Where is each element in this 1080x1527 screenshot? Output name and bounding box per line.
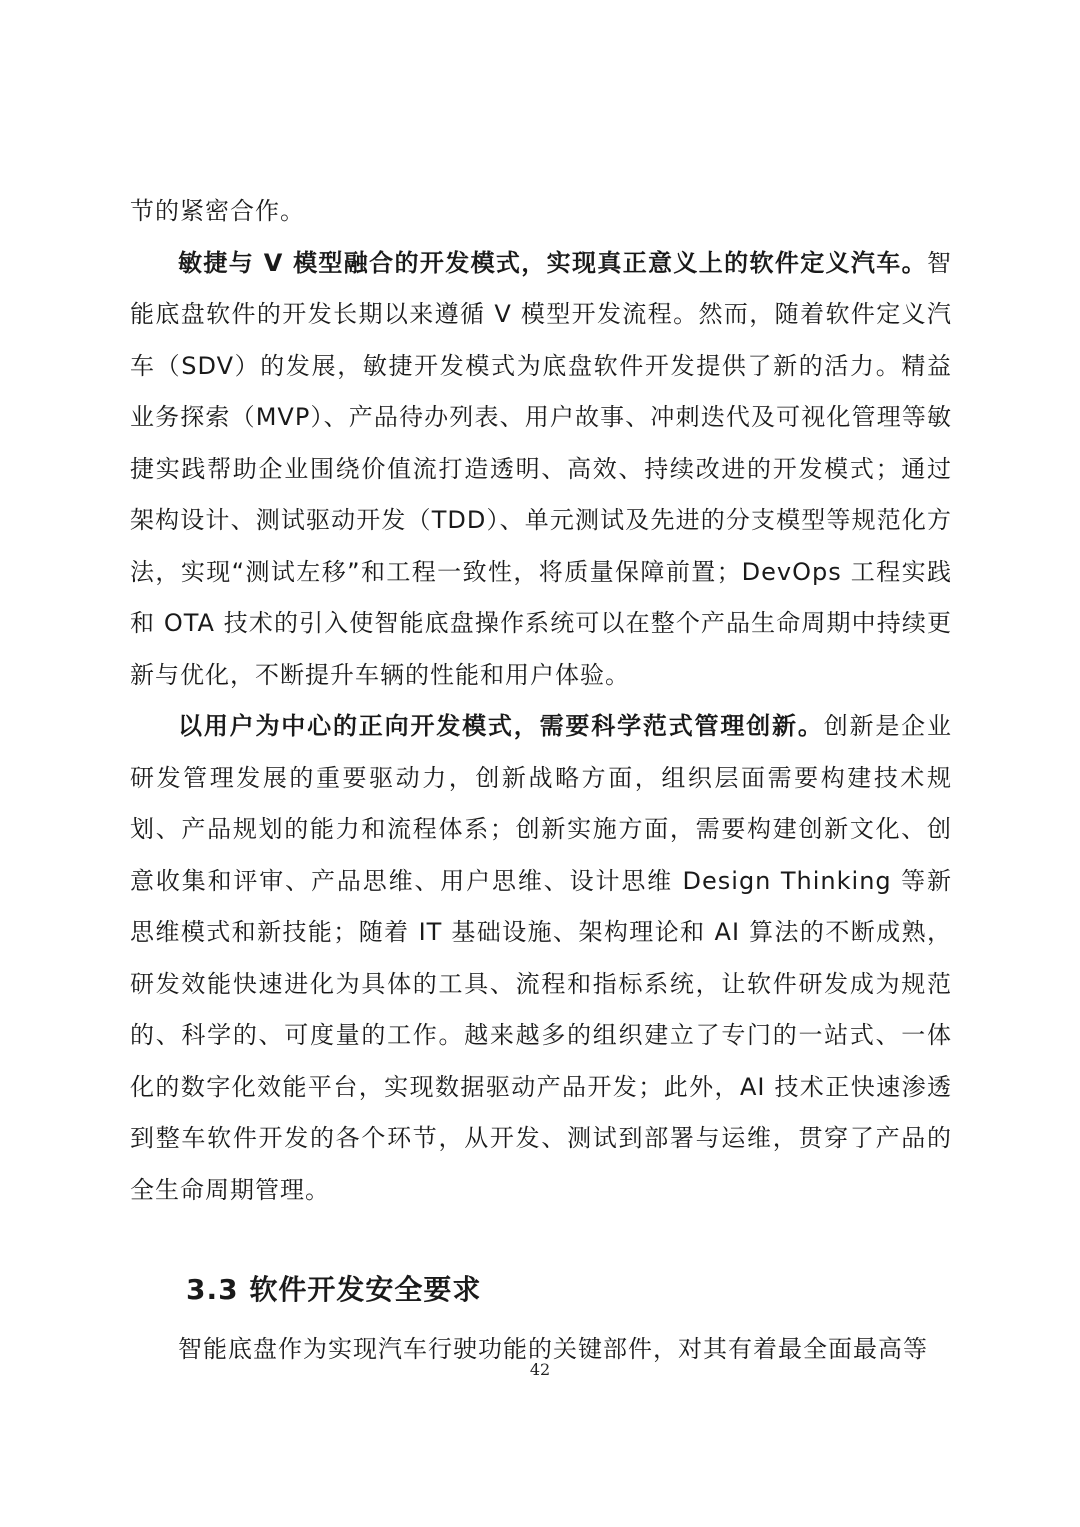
page-body (130, 186, 952, 1376)
page-number: 42 (529, 1360, 551, 1379)
continuation-paragraph (130, 186, 952, 238)
agile-v-model-paragraph (130, 238, 952, 702)
paragraph-lead-bold: 以用户为中心的正向开发模式，需要科学范式管理创新。 (178, 712, 824, 740)
paragraph-lead-bold: 敏捷与 V 模型融合的开发模式，实现真正意义上的软件定义汽车。 (178, 248, 927, 277)
paragraph-text: 创新是企业研发管理发展的重要驱动力，创新战略方面，组织层面需要构建技术规划、产品规划的能力和流程体系；创新实施方面，需要构建创新文化、创意收集和评审、产品思维、用户思维、设计思维 Design Thinking 等新思维模式和新技能；随着 IT 基础设施、架构理论和 AI 算法的不断成熟，研发效能快速进化为具体的工具、流程和指标系统，让软件研发成为规范的、科学的、可度量的工作。越来越多的组织建立了专门的一站式、一体化的数字化效能平台，实现数据驱动产品开发；此外，AI 技术正快速渗透到整车软件开发的各个环节，从开发、测试到部署与运维，贯穿了产品的全生命周期管理。 (130, 712, 952, 1204)
section-first-paragraph: 智能底盘作为实现汽车行驶功能的关键部件，对其有着最全面最高等 (178, 1335, 928, 1363)
paragraph-text: 节的紧密合作。 (130, 197, 305, 225)
paragraph-text: 智能底盘软件的开发长期以来遵循 V 模型开发流程。然而，随着软件定义汽车（SDV）的发展，敏捷开发模式为底盘软件开发提供了新的活力。精益业务探索（MVP）、产品待办列表、用户故事、冲刺迭代及可视化管理等敏捷实践帮助企业围绕价值流打造透明、高效、持续改进的开发模式；通过架构设计、测试驱动开发（TDD）、单元测试及先进的分支模型等规范化方法，实现“测试左移”和工程一致性，将质量保障前置；DevOps 工程实践和 OTA 技术的引入使智能底盘操作系统可以在整个产品生命周期中持续更新与优化，不断提升车辆的性能和用户体验。 (130, 248, 952, 689)
user-centered-paragraph (130, 701, 952, 1216)
section-heading: 3.3 软件开发安全要求 (186, 1273, 482, 1306)
